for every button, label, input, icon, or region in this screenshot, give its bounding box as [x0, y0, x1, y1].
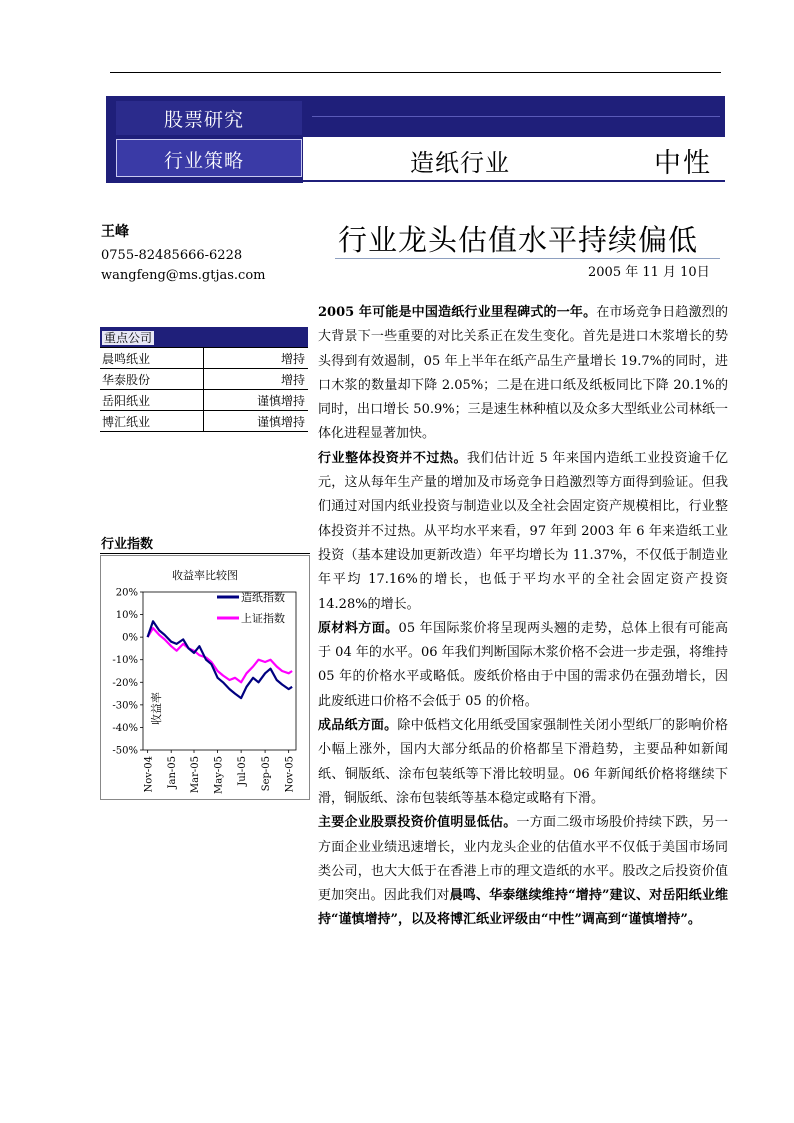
- paragraph-lead: 行业整体投资并不过热。: [318, 450, 468, 466]
- paragraph-conclusion: 晨鸣、华泰继续维持“增持”建议、对岳阳纸业维持“谨慎增持”，以及将博汇纸业评级由“中性”调高到“谨慎增持”。: [318, 888, 728, 928]
- company-rating: 谨慎增持: [203, 390, 308, 411]
- x-tick-label: Nov-05: [284, 756, 296, 793]
- header-band: [106, 96, 725, 183]
- companies-header: 重点公司: [100, 327, 308, 348]
- author-email: wangfeng@ms.gtjas.com: [101, 268, 266, 283]
- index-section-label: 行业指数: [101, 537, 154, 552]
- companies-table: [100, 327, 308, 432]
- company-row: [100, 411, 308, 432]
- index-section-rule: [100, 553, 310, 554]
- body-paragraph: [318, 714, 728, 811]
- x-tick-label: May-05: [213, 756, 225, 794]
- company-row: [100, 390, 308, 411]
- x-tick-label: Mar-05: [190, 756, 201, 794]
- paragraph-text: 05 年国际浆价将呈现两头翘的走势，总体上很有可能高于 04 年的水平。06 年我们判断国际木浆价格不会进一步走强，将维持 05 年的价格水平或略低。废纸价格由于中国的需求仍在强劲增长，因此废纸进口价格不会低于 05 的价格。: [318, 620, 728, 709]
- report-date: 2005 年 11 月 10日: [588, 265, 710, 280]
- body-paragraph: [318, 301, 728, 447]
- company-rating: 增持: [203, 369, 308, 390]
- y-tick-label: 10%: [115, 610, 138, 622]
- company-rating: 谨慎增持: [203, 411, 308, 432]
- returns-chart: [100, 555, 310, 800]
- paragraph-text: 我们估计近 5 年来国内造纸工业投资逾千亿元，这从每年生产量的增加及市场竞争日趋激烈等方面得到验证。但我们通过对国内纸业投资与制造业以及全社会固定资产规模相比，行业整体投资并不过热。从平均水平来看，97 年到 2003 年 6 年来造纸工业投资（基本建设加更新改造）年平均增长为 11.37%，不仅低于制造业年平均 17.16%的增长，也低于平均水平的全社会固定资产投资 14.28%的增长。: [318, 450, 728, 612]
- paragraph-lead: 2005 年可能是中国造纸行业里程碑式的一年。: [318, 305, 597, 320]
- y-tick-label: -40%: [112, 722, 138, 734]
- band-line: [312, 116, 720, 117]
- company-name: 晨鸣纸业: [100, 348, 203, 369]
- legend-label: 上证指数: [241, 612, 285, 625]
- y-tick-label: 0%: [122, 632, 138, 644]
- company-row: [100, 369, 308, 390]
- subcategory-label: 行业策略: [164, 150, 245, 172]
- title-rule: [335, 258, 720, 259]
- band-rule: [303, 180, 725, 182]
- paragraph-lead: 原材料方面。: [318, 620, 399, 636]
- returns-chart-svg: [100, 555, 310, 800]
- company-name: 华泰股份: [100, 369, 203, 390]
- industry-rating: 中性: [654, 148, 712, 179]
- y-tick-label: -20%: [112, 677, 138, 689]
- company-name: 博汇纸业: [100, 411, 203, 432]
- report-body: [318, 301, 728, 933]
- body-paragraph: [318, 447, 728, 617]
- author-name: 王峰: [101, 224, 129, 240]
- x-tick-label: Jul-05: [237, 756, 249, 786]
- companies-header-row: [100, 327, 308, 348]
- company-rating: 增持: [203, 348, 308, 369]
- category-label: 股票研究: [164, 109, 245, 131]
- paragraph-lead: 主要企业股票投资价值明显低估。: [318, 815, 517, 831]
- paragraph-lead: 成品纸方面。: [318, 718, 398, 734]
- paragraph-text: 在市场竞争日趋激烈的大背景下一些重要的对比关系正在发生变化。首先是进口木浆增长的势头得到有效遏制，05 年上半年在纸产品生产量增长 19.7%的同时，进口木浆的数量却下降 2.05%；二是在进口纸及纸板同比下降 20.1%的同时，出口增长 50.9%；三是速生林种植以及众多大型纸业公司林纸一体化进程显著加快。: [318, 305, 728, 442]
- body-paragraph: [318, 617, 728, 714]
- company-name: 岳阳纸业: [100, 390, 203, 411]
- series-line-1: [148, 628, 293, 682]
- paragraph-text: 除中低档文化用纸受国家强制性关闭小型纸厂的影响价格小幅上涨外，国内大部分纸品的价格都呈下滑趋势，主要品种如新闻纸、铜版纸、涂布包装纸等下滑比较明显。06 年新闻纸价格将继续下滑，铜版纸、涂布包装纸等基本稳定或略有下滑。: [318, 718, 728, 806]
- y-tick-label: -50%: [112, 745, 138, 757]
- x-tick-label: Sep-05: [261, 756, 273, 792]
- company-row: [100, 348, 308, 369]
- paragraph-text: 一方面二级市场股价持续下跌，另一方面企业业绩迅速增长，业内龙头企业的估值水平不仅低于美国市场同类公司，也大大低于在香港上市的理文造纸的水平。股改之后投资价值更加突出。因此我们对: [318, 815, 728, 904]
- y-tick-label: -30%: [112, 700, 138, 712]
- x-tick-label: Jan-05: [167, 756, 179, 789]
- chart-ylabel: 收益率: [150, 692, 163, 725]
- legend-label: 造纸指数: [241, 591, 285, 604]
- y-tick-label: 20%: [115, 587, 138, 599]
- x-tick-label: Nov-04: [143, 756, 155, 793]
- author-phone: 0755-82485666-6228: [101, 248, 243, 263]
- body-paragraph: [318, 811, 728, 932]
- report-title: 行业龙头估值水平持续偏低: [338, 223, 699, 257]
- chart-title: 收益率比较图: [172, 569, 238, 582]
- top-rule: [110, 72, 721, 73]
- industry-name: 造纸行业: [410, 149, 510, 177]
- y-tick-label: -10%: [112, 655, 138, 667]
